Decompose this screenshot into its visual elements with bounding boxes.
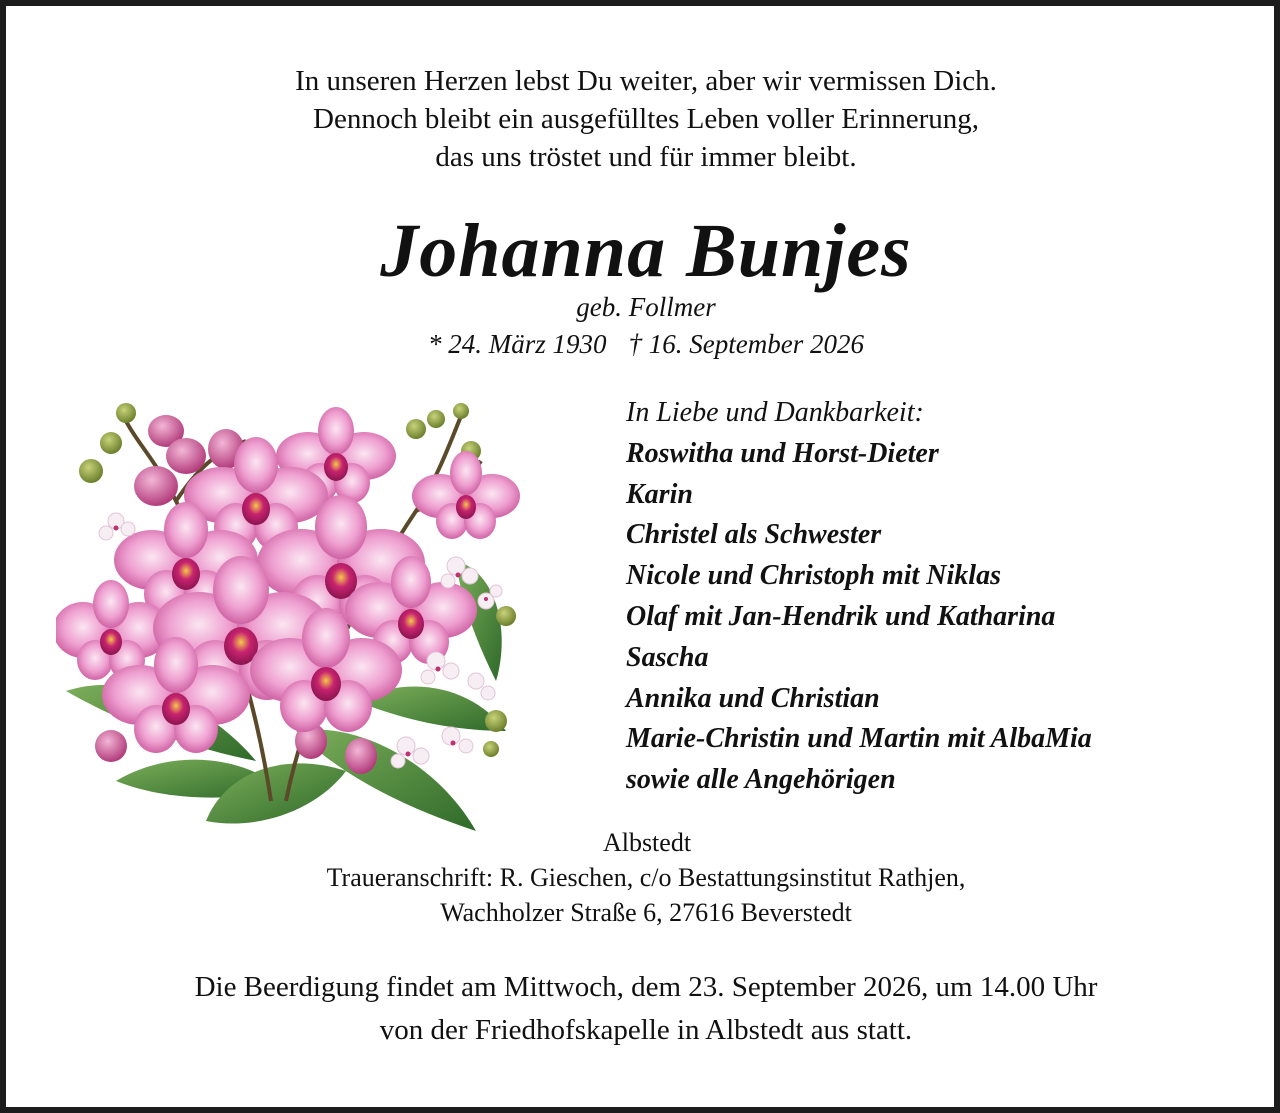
mourner-entry: sowie alle Angehörigen [626,764,896,796]
mourner-entry: Karin [626,478,693,510]
mourner-entry: Olaf mit Jan-Hendrik und Katharina [626,600,1056,632]
funeral-notice [6,966,1280,1052]
address-line: Wachholzer Straße 6, 27616 Beverstedt [440,898,852,927]
death-date: † 16. September 2026 [628,329,864,359]
mourner-entry: Marie-Christin und Martin mit AlbaMia [626,723,1092,755]
mourners-list [626,393,1266,801]
mourner-entry: Sascha [626,641,709,673]
verse-line: Dennoch bleibt ein ausgefülltes Leben voller Erinnerung, [313,103,979,135]
mourning-address [6,825,1280,930]
funeral-line: Die Beerdigung findet am Mittwoch, dem 23. September 2026, um 14.00 Uhr [194,971,1098,1003]
birth-date: * 24. März 1930 [428,329,607,359]
mourner-entry: Roswitha und Horst-Dieter [626,437,939,469]
memorial-verse [6,62,1280,176]
life-dates [6,326,1280,362]
address-line: Traueranschrift: R. Gieschen, c/o Bestattungsinstitut Rathjen, [326,863,966,892]
mourner-entry: Christel als Schwester [626,519,882,551]
mourner-entry: Annika und Christian [626,682,880,714]
verse-line: das uns tröstet und für immer bleibt. [435,141,857,173]
maiden-name: geb. Follmer [576,292,716,322]
place-name: Albstedt [602,828,692,857]
funeral-line: von der Friedhofskapelle in Albstedt aus statt. [379,1014,913,1046]
mourner-entry: Nicole und Christoph mit Niklas [626,560,1001,592]
deceased-name: Johanna Bunjes [380,209,912,293]
verse-line: In unseren Herzen lebst Du weiter, aber wir vermissen Dich. [295,65,997,97]
mourners-intro: In Liebe und Dankbarkeit: [626,397,924,428]
orchid-bouquet-icon [56,401,526,841]
